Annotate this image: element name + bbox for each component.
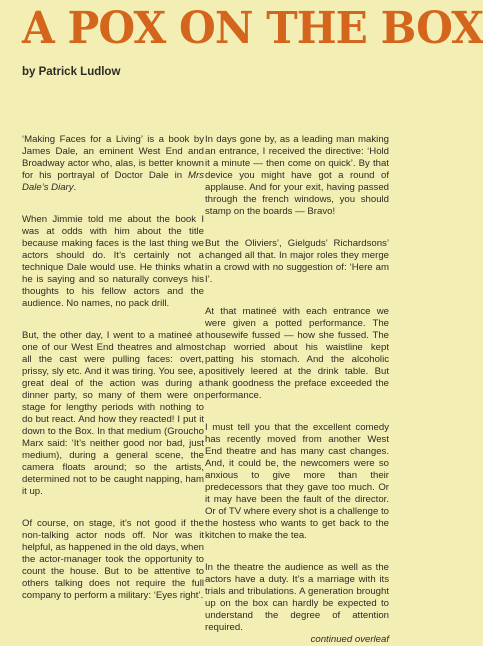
paragraph: But, the other day, I went to a matineé at one of our West End theatres and almost all the cast were pulling faces: overt, prissy, sly etc. And it was tiring. You see, a great deal of the action was during a dinner party, so many of them were on stage for lengthy periods with nothing to do but react. And how they reacted! I put it down to the Box. In that medium (Groucho Marx said: ‘It’s neither good nor bad, just medium), during a general scene, the camera floats around; so the artists, determined not to be caught napping, ham it up. [22, 330, 204, 497]
programme-title: Mrs Dale’s Diary [22, 170, 204, 193]
left-column [22, 134, 204, 602]
article-title: A POX ON THE BOX [22, 3, 483, 54]
paragraph: At that matineé with each entrance we were given a potted performance. The housewife fussed — how she fussed. The chap worried about his waistline kept patting his stomach. And the alcoholic positively leered at the drink table. But thank goodness the preface exceeded the performance. [205, 306, 389, 401]
continued-note: continued overleaf [310, 634, 389, 645]
paragraph: I must tell you that the excellent comedy has recently moved from another West End theatre and has many cast changes. And, it could be, the newcomers were so anxious to give more than their predecessors that they gave too much. Or it may have been the fault of the director. Or of TV where every shot is a challenge to the hostess who wants to get back to the kitchen to make the tea. [205, 422, 389, 541]
paragraph: When Jimmie told me about the book I was at odds with him about the title because making faces is the last thing we actors should do. It’s certainly not a technique Dale would use. He thinks what he is saying and so naturally conveys his thoughts to his fellow actors and the audience. No names, no pack drill. [22, 214, 204, 309]
paragraph: In the theatre the audience as well as the actors have a duty. It’s a marriage with its trials and tribulations. A generation brought up on the box can hardly be expected to understand the degree of attention required. [205, 562, 389, 633]
article-byline: by Patrick Ludlow [22, 66, 121, 78]
right-column [205, 134, 389, 646]
paragraph: Of course, on stage, it’s not good if the non-talking actor nods off. Nor was it helpful, as happened in the old days, when the actor-manager took the opportunity to count the house. But to be attentive to others talking does not require the full company to perform a military: ‘Eyes right’. [22, 518, 204, 601]
paragraph: But the Oliviers’, Gielguds’ Richardsons’ changed all that. In major roles they merge in a crowd with no suggestion of: ‘Here am I’. [205, 238, 389, 285]
paragraph: ‘Making Faces for a Living’ is a book by James Dale, an eminent West End and Broadway actor who, alas, is better known for his portrayal of Doctor Dale in Mrs Dale’s Diary. [22, 134, 204, 193]
paragraph: In days gone by, as a leading man making an entrance, I received the directive: ‘Hold it a minute — then come on quick’. By that device you might have got a round of applause. And for your exit, having passed through the french windows, you should stamp on the boards — Bravo! [205, 134, 389, 217]
